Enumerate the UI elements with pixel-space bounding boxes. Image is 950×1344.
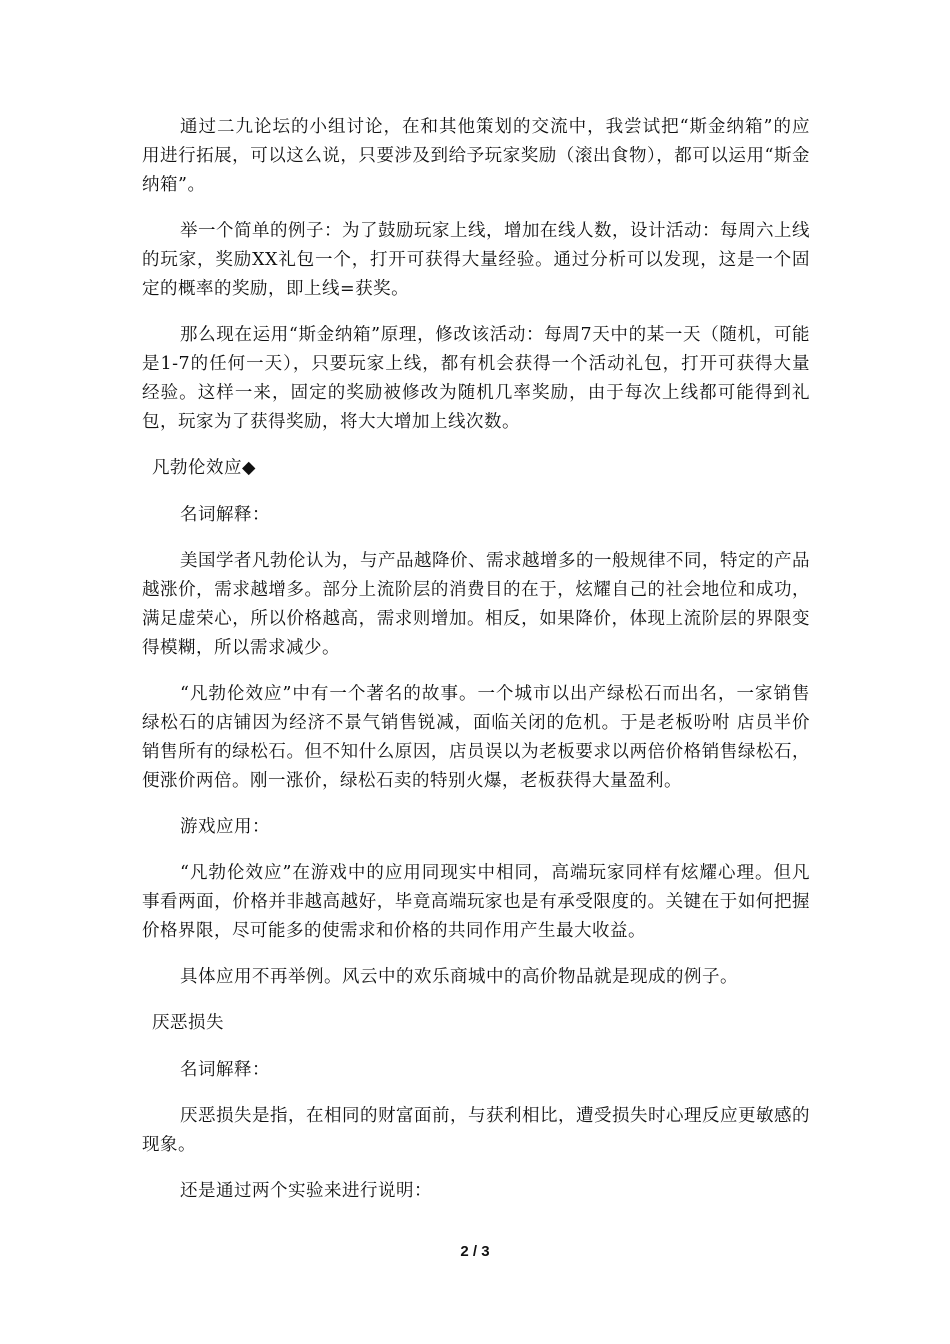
paragraph-skinner-discussion: 通过二九论坛的小组讨论，在和其他策划的交流中，我尝试把“斯金纳箱”的应用进行拓展，可以这么说，只要涉及到给予玩家奖励（滚出食物），都可以运用“斯金纳箱”。 bbox=[142, 117, 810, 195]
paragraph-example: 举一个简单的例子：为了鼓励玩家上线，增加在线人数，设计活动：每周六上线的玩家，奖励XX礼包一个，打开可获得大量经验。通过分析可以发现，这是一个固定的概率的奖励，即上线=获奖。 bbox=[142, 221, 810, 299]
paragraph-modified-activity: 那么现在运用“斯金纳箱”原理，修改该活动：每周7天中的某一天（随机，可能是1-7的任何一天），只要玩家上线，都有机会获得一个活动礼包，打开可获得大量经验。这样一来，固定的奖励被修改为随机几率奖励，由于每次上线都可能得到礼包，玩家为了获得奖励，将大大增加上线次数。 bbox=[142, 325, 810, 432]
paragraph-veblen-game: “凡勃伦效应”在游戏中的应用同现实中相同，高端玩家同样有炫耀心理。但凡事看两面，价格并非越高越好，毕竟高端玩家也是有承受限度的。关键在于如何把握价格界限，尽可能多的使需求和价格的共同作用产生最大收益。 bbox=[142, 863, 810, 941]
page-number: 2 / 3 bbox=[460, 1243, 490, 1260]
paragraph-experiment-intro: 还是通过两个实验来进行说明： bbox=[180, 1181, 432, 1201]
section-heading-veblen: 凡勃伦效应◆ bbox=[152, 458, 256, 478]
label-game-application: 游戏应用： bbox=[180, 817, 270, 837]
paragraph-loss-aversion-definition: 厌恶损失是指，在相同的财富面前，与获利相比，遭受损失时心理反应更敏感的现象。 bbox=[142, 1106, 810, 1155]
paragraph-veblen-story: “凡勃伦效应”中有一个著名的故事。一个城市以出产绿松石而出名，一家销售绿松石的店铺因为经济不景气销售锐减，面临关闭的危机。于是老板吩咐 店员半价销售所有的绿松石。但不知什么原因，店员误以为老板要求以两倍价格销售绿松石，便涨价两倍。刚一涨价，绿松石卖的特别火爆，老板获得大量盈利。 bbox=[142, 684, 810, 791]
label-definition: 名词解释： bbox=[180, 505, 270, 525]
document-body bbox=[142, 113, 810, 1223]
section-heading-loss-aversion: 厌恶损失 bbox=[152, 1013, 224, 1033]
label-definition: 名词解释： bbox=[180, 1060, 270, 1080]
paragraph-veblen-example: 具体应用不再举例。风云中的欢乐商城中的高价物品就是现成的例子。 bbox=[180, 967, 738, 987]
paragraph-veblen-definition: 美国学者凡勃伦认为，与产品越降价、需求越增多的一般规律不同，特定的产品越涨价，需求越增多。部分上流阶层的消费目的在于，炫耀自己的社会地位和成功，满足虚荣心，所以价格越高，需求则增加。相反，如果降价，体现上流阶层的界限变得模糊，所以需求减少。 bbox=[142, 551, 810, 658]
